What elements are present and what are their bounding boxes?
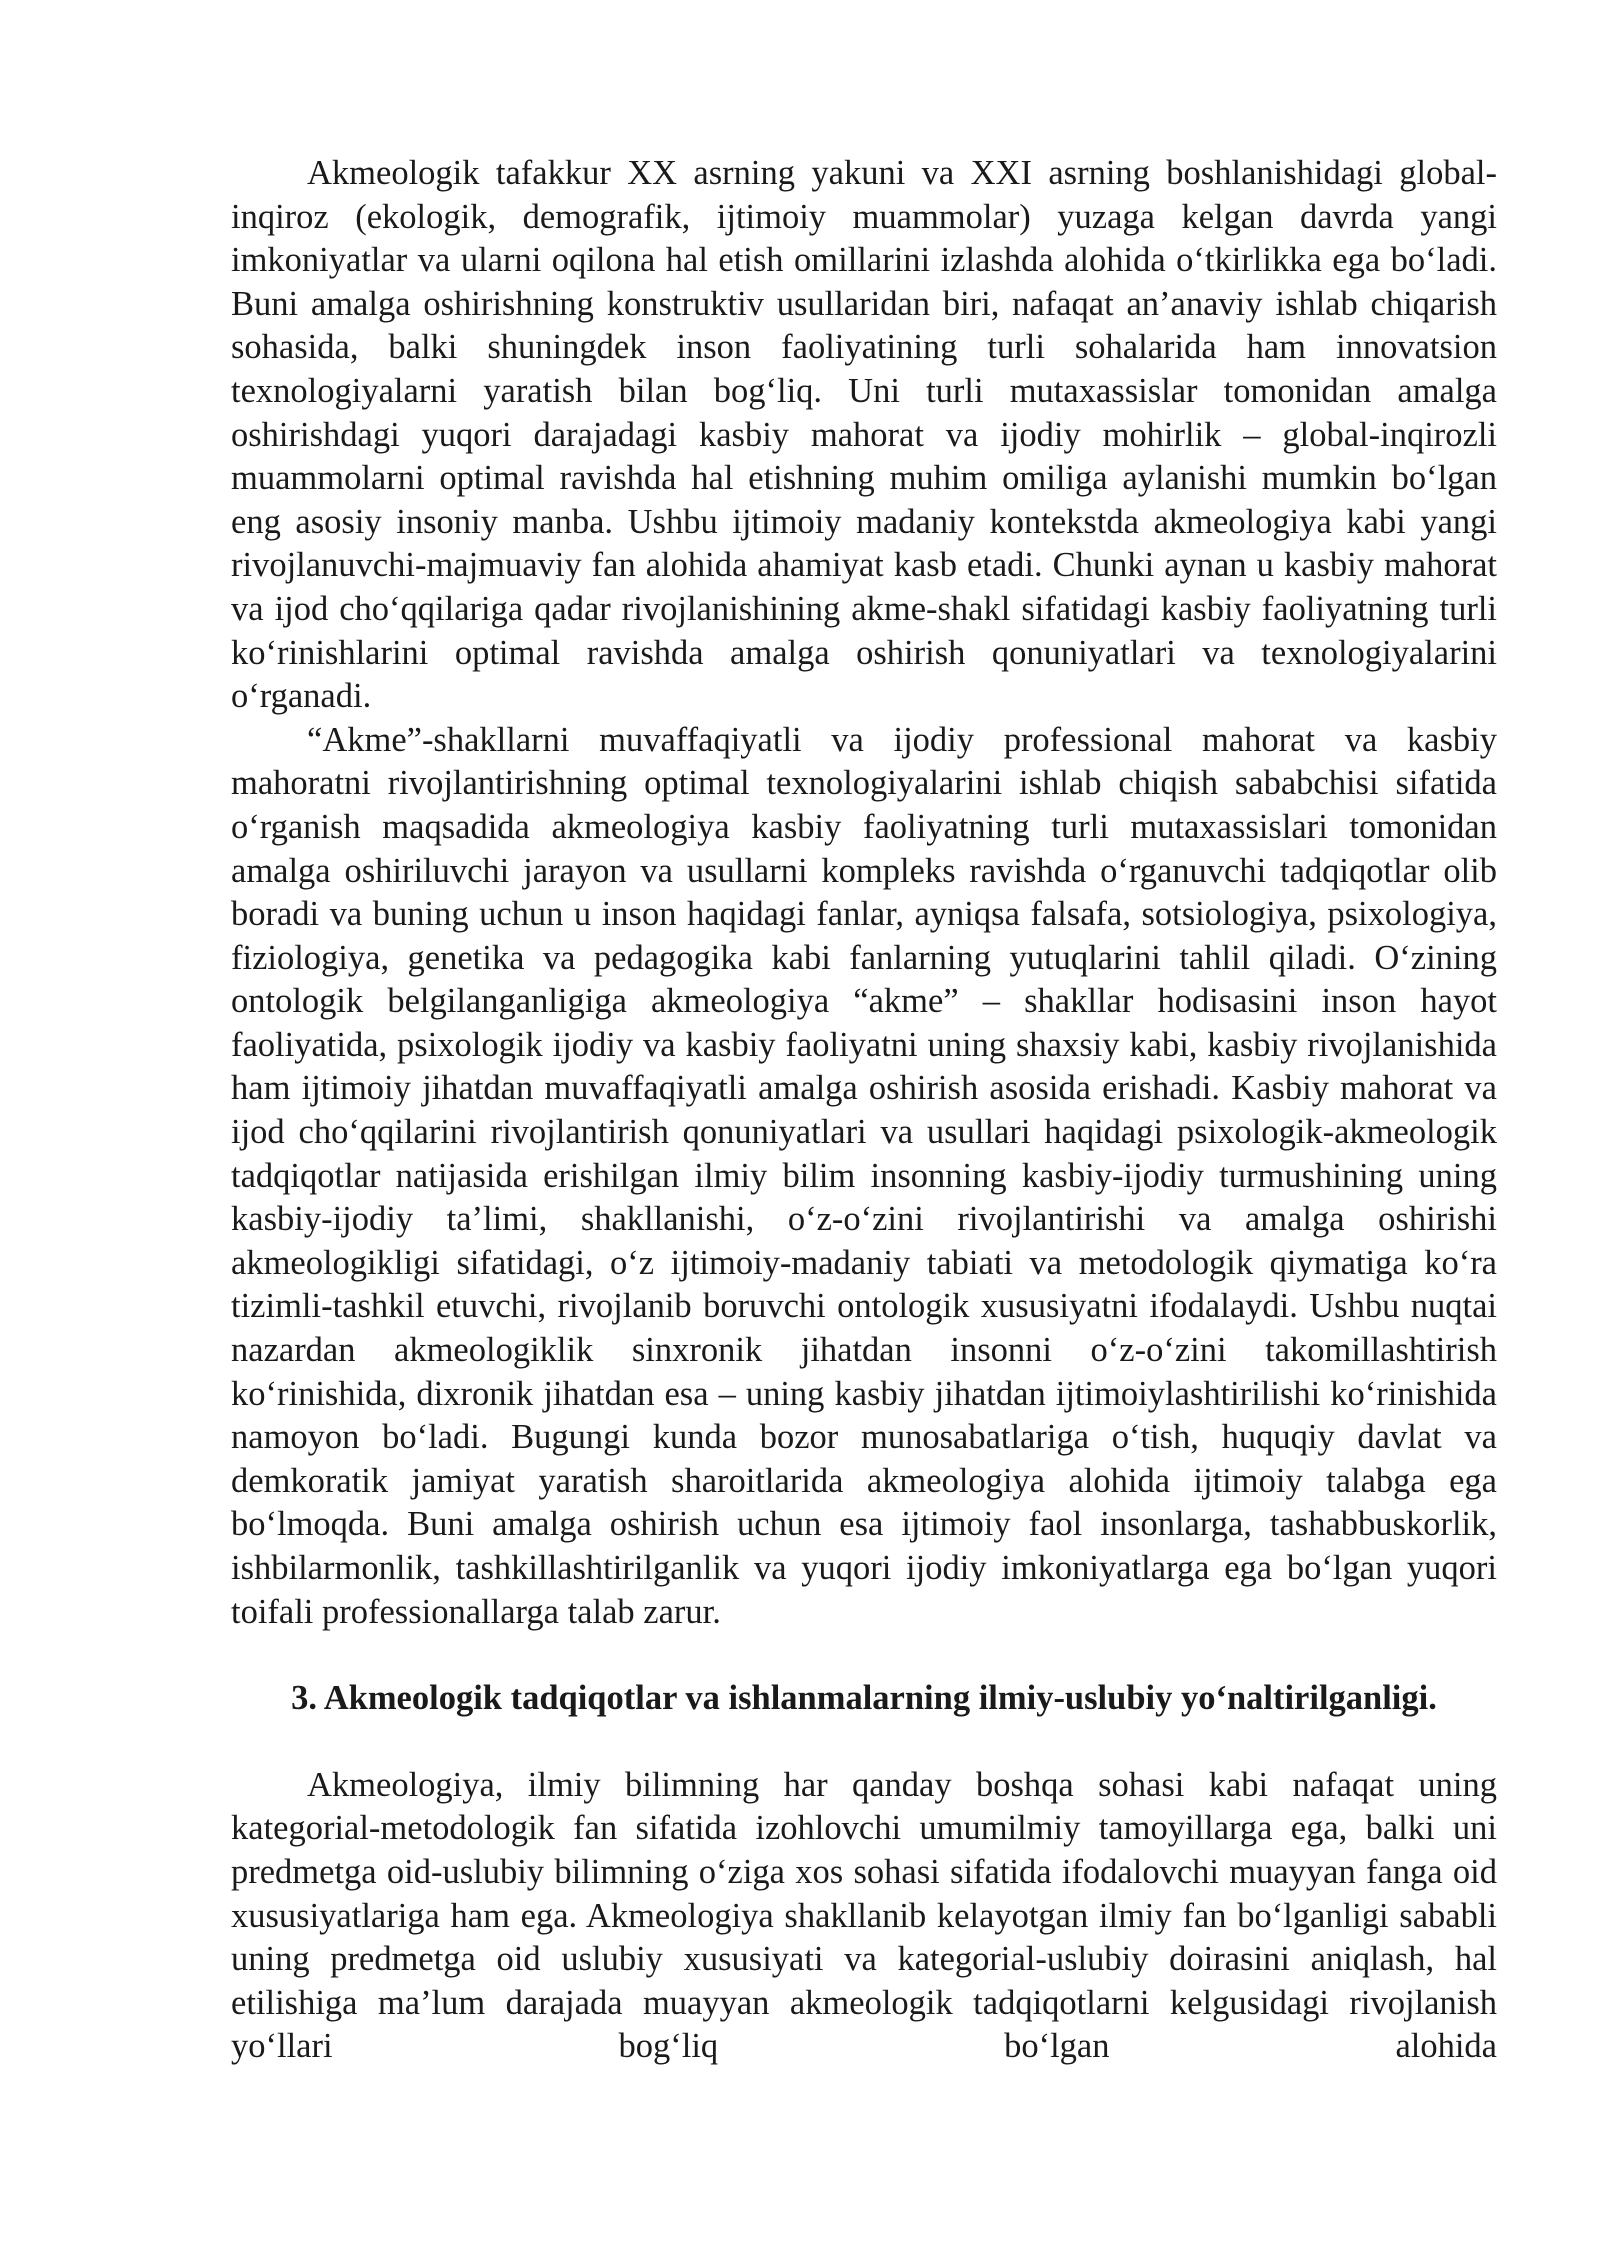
paragraph-2: “Akme”-shakllarni muvaffaqiyatli va ijodiy professional mahorat va kasbiy mahoratni rivojlantirishning optimal texnologiyalarini ishlab chiqish sababchisi sifatida o‘rganish maqsadida akmeologiya kasbiy faoliyatning turli mutaxassislari tomonidan amalga oshiriluvchi jarayon va usullarni kompleks ravishda o‘rganuvchi tadqiqotlar olib boradi va buning uchun u inson haqidagi fanlar, ayniqsa falsafa, sotsiologiya, psixologiya, fiziologiya, genetika va pedagogika kabi fanlarning yutuqlarini tahlil qiladi. O‘zining ontologik belgilanganligiga akmeologiya “akme” – shakllar hodisasini inson hayot faoliyatida, psixologik ijodiy va kasbiy faoliyatni uning shaxsiy kabi, kasbiy rivojlanishida ham ijtimoiy jihatdan muvaffaqiyatli amalga oshirish asosida erishadi. Kasbiy mahorat va ijod cho‘qqilarini rivojlantirish qonuniyatlari va usullari haqidagi psixologik-akmeologik tadqiqotlar natijasida erishilgan ilmiy bilim insonning kasbiy-ijodiy turmushining uning kasbiy-ijodiy ta’limi, shakllanishi, o‘z-o‘zini rivojlantirishi va amalga oshirishi akmeologikligi sifatidagi, o‘z ijtimoiy-madaniy tabiati va metodologik qiymatiga ko‘ra tizimli-tashkil etuvchi, rivojlanib boruvchi ontologik xususiyatni ifodalaydi. Ushbu nuqtai nazardan akmeologiklik sinxronik jihatdan insonni o‘z-o‘zini takomillashtirish ko‘rinishida, dixronik jihatdan esa – uning kasbiy jihatdan ijtimoiylashtirilishi ko‘rinishida namoyon bo‘ladi. Bugungi kunda bozor munosabatlariga o‘tish, huquqiy davlat va demkoratik jamiyat yaratish sharoitlarida akmeologiya alohida ijtimoiy talabga ega bo‘lmoqda. Buni amalga oshirish uchun esa ijtimoiy faol insonlarga, tashabbuskorlik, ishbilarmonlik, tashkillashtirilganlik va yuqori ijodiy imkoniyatlarga ega bo‘lgan yuqori toifali professionallarga talab zarur. — [231, 720, 1497, 1631]
document-page — [231, 152, 1497, 2069]
paragraph-3: Akmeologiya, ilmiy bilimning har qanday boshqa sohasi kabi nafaqat uning kategorial-metodologik fan sifatida izohlovchi umumilmiy tamoyillarga ega, balki uni predmetga oid-uslubiy bilimning o‘ziga xos sohasi sifatida ifodalovchi muayyan fanga oid xususiyatlariga ham ega. Akmeologiya shakllanib kelayotgan ilmiy fan bo‘lganligi sababli uning predmetga oid uslubiy xususiyati va kategorial-uslubiy doirasini aniqlash, hal etilishiga ma’lum darajada muayyan akmeologik tadqiqotlarni kelgusidagi rivojlanish yo‘llari bog‘liq bo‘lgan alohida — [231, 1765, 1497, 2066]
section-heading: 3. Akmeologik tadqiqotlar va ishlanmalarning ilmiy-uslubiy yo‘naltirilganligi. — [291, 1679, 1437, 1718]
paragraph-1: Akmeologik tafakkur XX asrning yakuni va XXI asrning boshlanishidagi global-inqiroz (ekologik, demografik, ijtimoiy muammolar) yuzaga kelgan davrda yangi imkoniyatlar va ularni oqilona hal etish omillarini izlashda alohida o‘tkirlikka ega bo‘ladi. Buni amalga oshirishning konstruktiv usullaridan biri, nafaqat an’anaviy ishlab chiqarish sohasida, balki shuningdek inson faoliyatining turli sohalarida ham innovatsion texnologiyalarni yaratish bilan bog‘liq. Uni turli mutaxassislar tomonidan amalga oshirishdagi yuqori darajadagi kasbiy mahorat va ijodiy mohirlik – global-inqirozli muammolarni optimal ravishda hal etishning muhim omiliga aylanishi mumkin bo‘lgan eng asosiy insoniy manba. Ushbu ijtimoiy madaniy kontekstda akmeologiya kabi yangi rivojlanuvchi-majmuaviy fan alohida ahamiyat kasb etadi. Chunki aynan u kasbiy mahorat va ijod cho‘qqilariga qadar rivojlanishining akme-shakl sifatidagi kasbiy faoliyatning turli ko‘rinishlarini optimal ravishda amalga oshirish qonuniyatlari va texnologiyalarini o‘rganadi. — [231, 154, 1497, 716]
